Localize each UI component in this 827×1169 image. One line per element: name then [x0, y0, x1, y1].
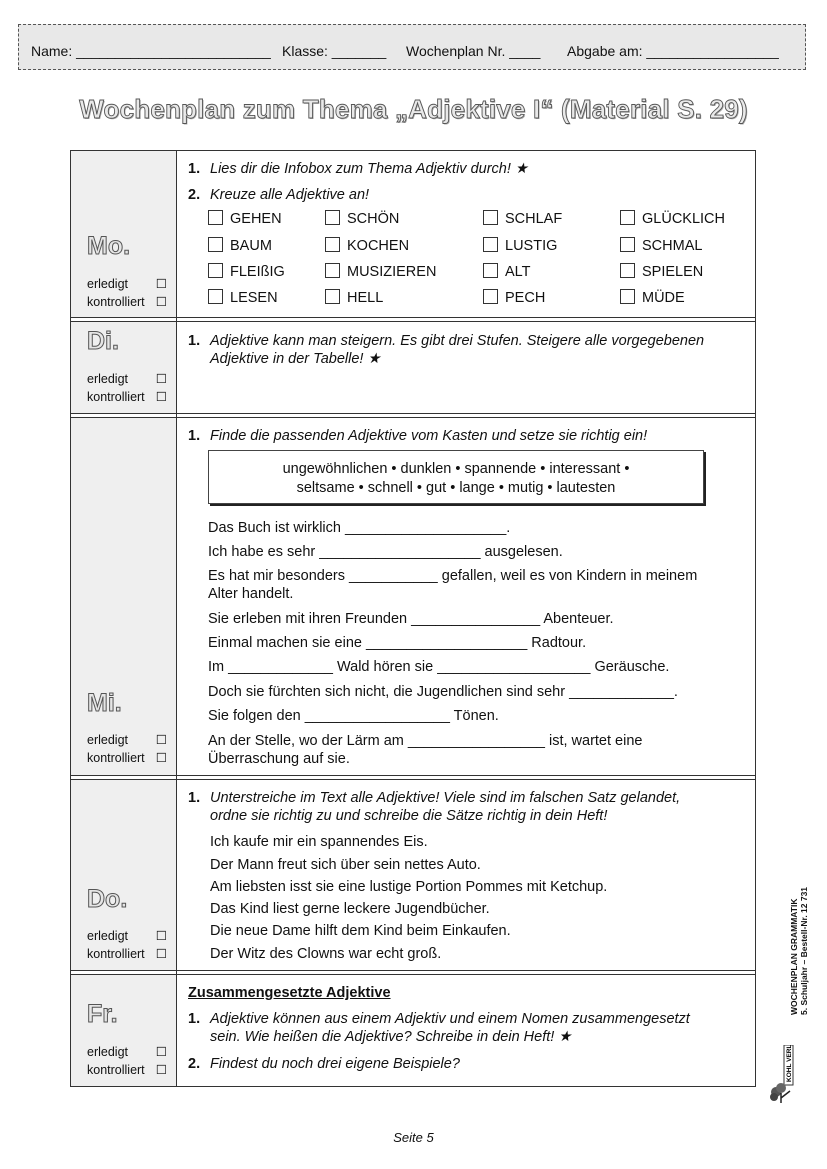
- text-sentence: Das Kind liest gerne leckere Jugendbücher.: [210, 901, 490, 917]
- name-field[interactable]: Name: _________________________: [31, 43, 271, 59]
- kontrolliert-label: kontrolliert: [87, 750, 145, 765]
- checkbox[interactable]: [483, 237, 498, 252]
- text-sentence: Ich kaufe mir ein spannendes Eis.: [210, 834, 428, 850]
- kontrolliert-checkbox[interactable]: ☐: [155, 1062, 167, 1077]
- task-text: sein. Wie heißen die Adjektive? Schreibe in dein Heft! ★: [210, 1029, 572, 1045]
- section-heading: Zusammengesetzte Adjektive: [188, 985, 391, 1001]
- adjective-option[interactable]: [208, 263, 285, 280]
- checkbox[interactable]: [325, 237, 340, 252]
- adjective-option[interactable]: [325, 289, 383, 306]
- task-text: Adjektive können aus einem Adjektiv und einem Nomen zusammengesetzt: [210, 1011, 690, 1027]
- task-number: 1.: [188, 1011, 201, 1027]
- option-label: GLÜCKLICH: [642, 211, 725, 227]
- publisher-sidebar: [789, 887, 809, 1015]
- day-label-di: Di.: [87, 327, 119, 355]
- adjective-option[interactable]: [325, 210, 399, 227]
- day-cell-mi: [71, 418, 176, 775]
- page-number: Seite 5: [393, 1130, 434, 1145]
- task-number: 1.: [188, 161, 201, 177]
- task-number: 2.: [188, 1056, 201, 1072]
- wochenplan-field[interactable]: Wochenplan Nr. ____: [406, 43, 541, 59]
- task-text: Adjektive in der Tabelle! ★: [210, 351, 381, 367]
- word-box-line: ungewöhnlichen • dunklen • spannende • interessant •: [282, 461, 630, 477]
- kontrolliert-label: kontrolliert: [87, 294, 145, 309]
- row-divider: [71, 775, 756, 780]
- kontrolliert-checkbox[interactable]: ☐: [155, 294, 167, 309]
- publisher-logo: [768, 1045, 804, 1110]
- option-label: SCHÖN: [347, 211, 400, 227]
- cloze-sentence: Im _____________ Wald hören sie ___________________ Geräusche.: [208, 659, 670, 675]
- adjective-option[interactable]: [483, 289, 545, 306]
- task-text: Findest du noch drei eigene Beispiele?: [210, 1056, 460, 1072]
- adjective-option[interactable]: [620, 237, 702, 254]
- day-label-do: Do.: [87, 885, 128, 913]
- adjective-option[interactable]: [483, 263, 531, 280]
- kontrolliert-checkbox[interactable]: ☐: [155, 946, 167, 961]
- word-box-line: seltsame • schnell • gut • lange • mutig • lautesten: [296, 479, 616, 496]
- adjective-option[interactable]: [483, 237, 557, 254]
- checkbox[interactable]: [325, 210, 340, 225]
- task-text: Unterstreiche im Text alle Adjektive! Viele sind im falschen Satz gelandet,: [210, 790, 681, 806]
- task-number: 1.: [188, 428, 201, 444]
- row-divider: [71, 317, 756, 322]
- klasse-field[interactable]: Klasse: _______: [282, 43, 387, 59]
- checkbox[interactable]: [325, 263, 340, 278]
- adjective-option[interactable]: [325, 263, 436, 280]
- row-divider: [71, 413, 756, 418]
- adjective-option[interactable]: [325, 237, 409, 254]
- status-checks-fr: [87, 1044, 167, 1079]
- checkbox[interactable]: [208, 210, 223, 225]
- option-label: SPIELEN: [642, 264, 704, 280]
- checkbox[interactable]: [620, 289, 635, 304]
- cloze-sentence: Einmal machen sie eine ____________________ Radtour.: [208, 635, 587, 651]
- text-sentence: Der Witz des Clowns war echt groß.: [210, 946, 442, 962]
- option-label: FLEIßIG: [230, 264, 285, 280]
- series-title: WOCHENPLAN GRAMMATIK: [789, 898, 799, 1015]
- cloze-sentence: Sie folgen den __________________ Tönen.: [208, 708, 499, 724]
- table-left-border: [70, 150, 71, 1087]
- checkbox[interactable]: [620, 263, 635, 278]
- adjective-option[interactable]: [208, 210, 282, 227]
- kontrolliert-checkbox[interactable]: ☐: [155, 750, 167, 765]
- abgabe-field[interactable]: Abgabe am: _________________: [567, 43, 779, 59]
- cloze-sentence: Überraschung auf sie.: [208, 751, 350, 767]
- erledigt-label: erledigt: [87, 277, 128, 291]
- day-label-fr: Fr.: [87, 1000, 118, 1028]
- task-text: ordne sie richtig zu und schreibe die Sätze richtig in dein Heft!: [210, 808, 608, 824]
- checkbox[interactable]: [208, 289, 223, 304]
- checkbox[interactable]: [483, 289, 498, 304]
- checkbox[interactable]: [620, 237, 635, 252]
- checkbox[interactable]: [620, 210, 635, 225]
- adjective-option[interactable]: [483, 210, 562, 227]
- kontrolliert-checkbox[interactable]: ☐: [155, 389, 167, 404]
- erledigt-label: erledigt: [87, 929, 128, 943]
- header-bar: [18, 24, 806, 70]
- erledigt-checkbox[interactable]: ☐: [155, 372, 167, 386]
- option-label: ALT: [505, 264, 531, 280]
- erledigt-checkbox[interactable]: ☐: [155, 277, 167, 291]
- cloze-sentence: An der Stelle, wo der Lärm am _________________ ist, wartet eine: [208, 733, 643, 749]
- erledigt-checkbox[interactable]: ☐: [155, 929, 167, 943]
- erledigt-label: erledigt: [87, 1045, 128, 1059]
- option-label: SCHLAF: [505, 211, 563, 227]
- adjective-option[interactable]: [620, 263, 703, 280]
- adjective-option[interactable]: [620, 210, 725, 227]
- option-label: BAUM: [230, 238, 272, 254]
- text-sentence: Die neue Dame hilft dem Kind beim Einkaufen.: [210, 923, 511, 939]
- adjective-option[interactable]: [208, 289, 278, 306]
- adjective-option[interactable]: [620, 289, 685, 306]
- adjective-option[interactable]: [208, 237, 272, 254]
- status-checks-mi: [87, 732, 167, 767]
- option-label: SCHMAL: [642, 238, 703, 254]
- erledigt-checkbox[interactable]: ☐: [155, 1045, 167, 1059]
- option-label: PECH: [505, 290, 546, 306]
- option-label: LUSTIG: [505, 238, 558, 254]
- day-label-mi: Mi.: [87, 689, 122, 717]
- option-label: GEHEN: [230, 211, 282, 227]
- task-number: 1.: [188, 790, 201, 806]
- option-label: MÜDE: [642, 290, 685, 306]
- table-bottom-border: [71, 1086, 756, 1087]
- cloze-sentence: Das Buch ist wirklich ____________________.: [208, 520, 511, 536]
- cloze-sentence: Es hat mir besonders ___________ gefallen, weil es von Kindern in meinem: [208, 568, 698, 584]
- erledigt-label: erledigt: [87, 733, 128, 747]
- erledigt-label: erledigt: [87, 372, 128, 386]
- day-label-mo: Mo.: [87, 232, 131, 260]
- text-sentence: Am liebsten isst sie eine lustige Portion Pommes mit Ketchup.: [210, 879, 608, 895]
- table-top-border: [71, 150, 756, 151]
- option-label: KOCHEN: [347, 238, 410, 254]
- page-title: Wochenplan zum Thema „Adjektive I“ (Material S. 29): [79, 94, 748, 124]
- task-number: 2.: [188, 187, 201, 203]
- column-divider: [176, 150, 177, 1087]
- task-text: Adjektive kann man steigern. Es gibt drei Stufen. Steigere alle vorgegebenen: [210, 333, 705, 349]
- option-label: MUSIZIEREN: [347, 264, 437, 280]
- cloze-sentence: Alter handelt.: [208, 586, 294, 602]
- checkbox[interactable]: [483, 210, 498, 225]
- kontrolliert-label: kontrolliert: [87, 946, 145, 961]
- checkbox[interactable]: [208, 263, 223, 278]
- cloze-sentence: Doch sie fürchten sich nicht, die Jugendlichen sind sehr _____________.: [208, 684, 678, 700]
- order-number: 5. Schuljahr – Bestell-Nr. 12 731: [799, 886, 809, 1015]
- task-text: Kreuze alle Adjektive an!: [210, 187, 370, 203]
- status-checks-mo: [87, 276, 167, 311]
- status-checks-do: [87, 928, 167, 963]
- checkbox[interactable]: [483, 263, 498, 278]
- table-right-border: [755, 150, 756, 1087]
- option-label: HELL: [347, 290, 384, 306]
- task-number: 1.: [188, 333, 201, 349]
- row-divider: [71, 970, 756, 975]
- kontrolliert-label: kontrolliert: [87, 1062, 145, 1077]
- erledigt-checkbox[interactable]: ☐: [155, 733, 167, 747]
- checkbox[interactable]: [208, 237, 223, 252]
- cloze-sentence: Ich habe es sehr ____________________ ausgelesen.: [208, 544, 563, 560]
- word-box: [208, 450, 704, 504]
- option-label: LESEN: [230, 290, 278, 306]
- kontrolliert-label: kontrolliert: [87, 389, 145, 404]
- text-sentence: Der Mann freut sich über sein nettes Auto.: [210, 857, 481, 873]
- cloze-sentence: Sie erleben mit ihren Freunden ________________ Abenteuer.: [208, 611, 614, 627]
- task-text: Lies dir die Infobox zum Thema Adjektiv durch! ★: [210, 161, 528, 177]
- checkbox[interactable]: [325, 289, 340, 304]
- publisher-name: KOHL VERLAG: [786, 1045, 793, 1082]
- status-checks-di: [87, 371, 167, 406]
- task-text: Finde die passenden Adjektive vom Kasten und setze sie richtig ein!: [210, 428, 648, 444]
